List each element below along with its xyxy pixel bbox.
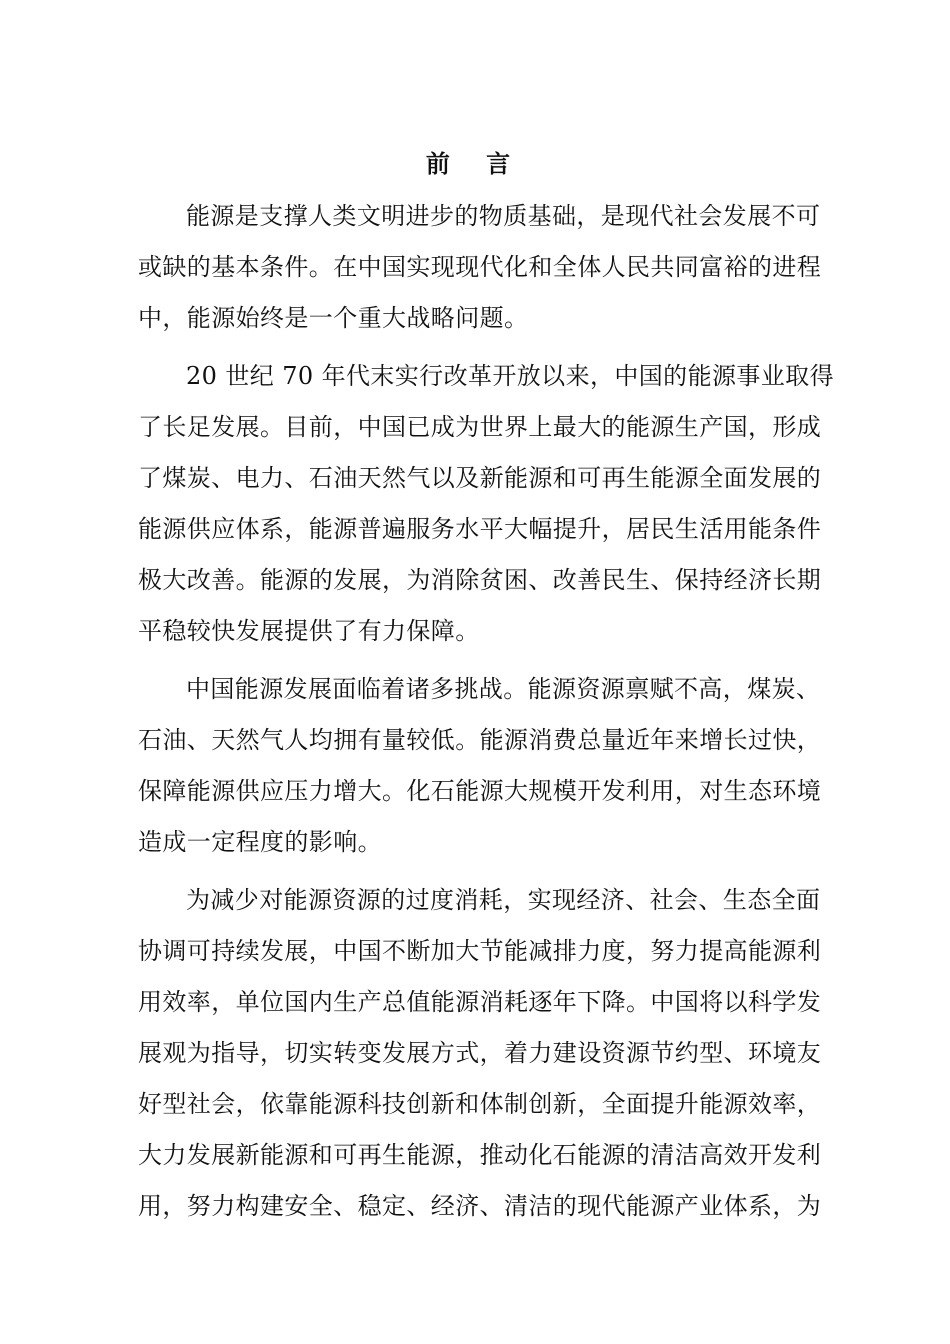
text-line: 了煤炭、电力、石油天然气以及新能源和可再生能源全面发展的 — [138, 464, 822, 492]
text-line: 为减少对能源资源的过度消耗，实现经济、社会、生态全面 — [186, 886, 821, 914]
text-line: 造成一定程度的影响。 — [138, 828, 382, 856]
text-line: 用，努力构建安全、稳定、经济、清洁的现代能源产业体系，为 — [138, 1192, 822, 1220]
text-line: 保障能源供应压力增大。化石能源大规模开发利用，对生态环境 — [138, 777, 822, 805]
text-line: 了长足发展。目前，中国已成为世界上最大的能源生产国，形成 — [138, 413, 822, 441]
text-line: 或缺的基本条件。在中国实现现代化和全体人民共同富裕的进程 — [138, 253, 822, 281]
paragraph-4 — [138, 875, 822, 1232]
text-line: 平稳较快发展提供了有力保障。 — [138, 617, 480, 645]
text-line: 极大改善。能源的发展，为消除贫困、改善民生、保持经济长期 — [138, 566, 822, 594]
text-line: 石油、天然气人均拥有量较低。能源消费总量近年来增长过快， — [138, 726, 822, 754]
paragraph-1 — [138, 191, 822, 344]
text-line: 能源供应体系，能源普遍服务水平大幅提升，居民生活用能条件 — [138, 515, 822, 543]
text-line: 展观为指导，切实转变发展方式，着力建设资源节约型、环境友 — [138, 1039, 822, 1067]
text-line: 协调可持续发展，中国不断加大节能减排力度，努力提高能源利 — [138, 937, 822, 965]
text-line: 中国能源发展面临着诸多挑战。能源资源禀赋不高，煤炭、 — [186, 675, 821, 703]
text-line: 20 世纪 70 年代末实行改革开放以来，中国的能源事业取得 — [186, 362, 834, 390]
page-title: 前 言 — [425, 149, 525, 178]
body-text — [138, 191, 834, 1239]
text-line: 大力发展新能源和可再生能源，推动化石能源的清洁高效开发利 — [138, 1141, 822, 1169]
paragraph-2 — [138, 351, 834, 657]
text-line: 好型社会，依靠能源科技创新和体制创新，全面提升能源效率， — [138, 1090, 822, 1118]
paragraph-3 — [138, 664, 822, 868]
text-line: 能源是支撑人类文明进步的物质基础，是现代社会发展不可 — [186, 202, 821, 230]
text-line: 中，能源始终是一个重大战略问题。 — [138, 304, 529, 332]
text-line: 用效率，单位国内生产总值能源消耗逐年下降。中国将以科学发 — [138, 988, 822, 1016]
